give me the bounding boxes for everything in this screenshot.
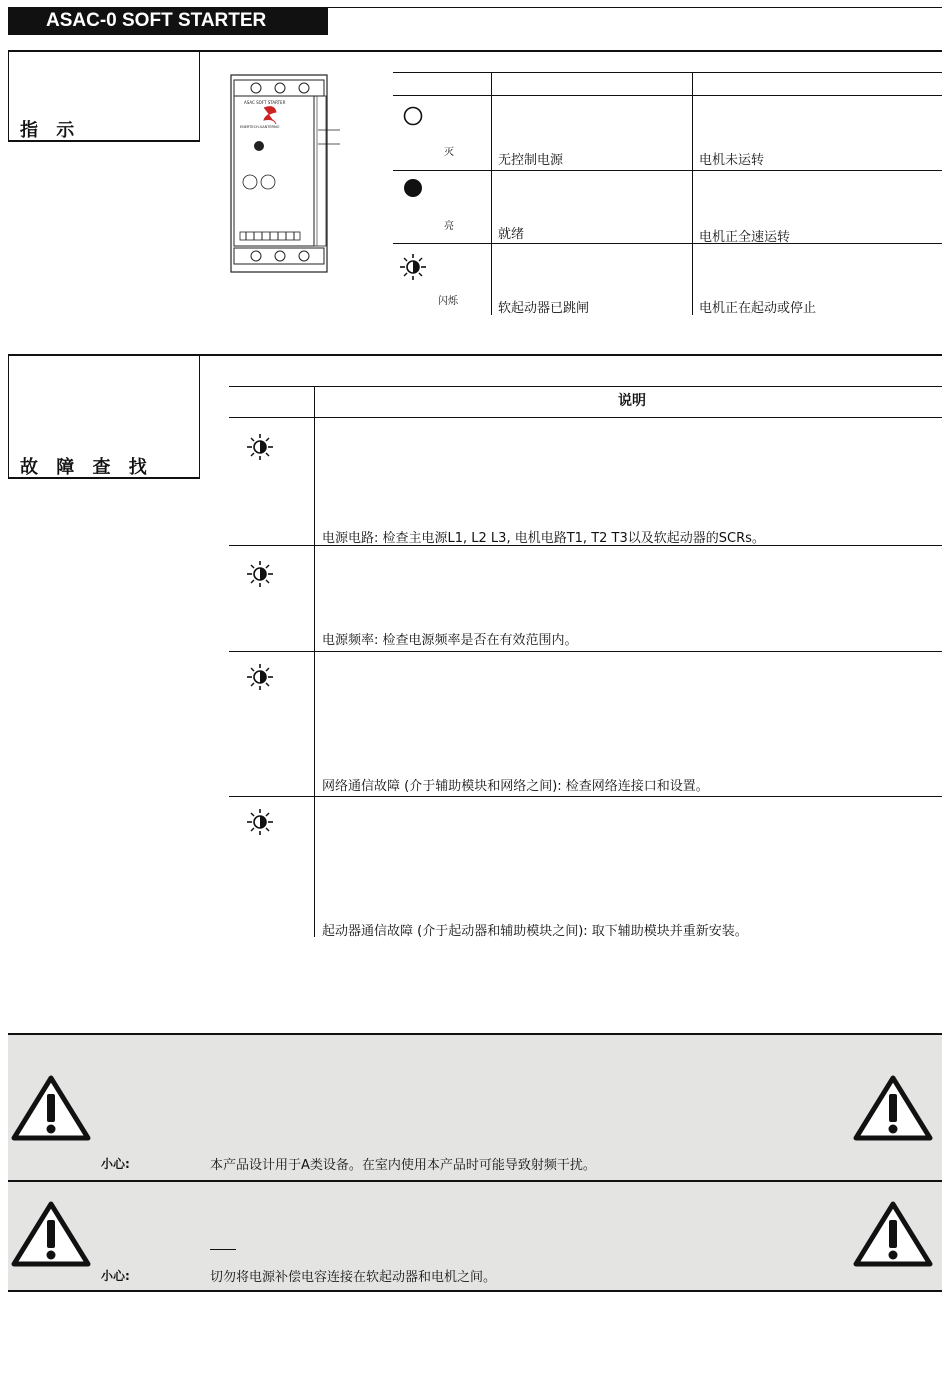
caution-label-2: 小心: (101, 1269, 130, 1283)
led-flashing-icon (245, 662, 275, 692)
state-off-control: 无控制电源 (498, 153, 564, 168)
warning-icon (852, 1074, 934, 1142)
description-header: 说明 (618, 393, 646, 409)
troubleshooting-section-title: 故 障 查 找 (20, 457, 153, 478)
fault-row-frequency: 电源频率: 检查电源频率是否在有效范围内。 (322, 633, 578, 648)
warning-icon (10, 1074, 92, 1142)
fault-row-starter-comm: 起动器通信故障 (介于起动器和辅助模块之间): 取下辅助模块并重新安装。 (322, 924, 748, 939)
indication-table-top (393, 72, 942, 73)
led-flashing-icon (398, 252, 428, 282)
led-flashing-icon (245, 559, 275, 589)
indication-section-title: 指 示 (20, 120, 81, 141)
header-rule (328, 7, 942, 8)
caution-label-1: 小心: (101, 1157, 130, 1171)
fault-row-power-circuit: 电源电路: 检查主电源L1, L2 L3, 电机电路T1, T2 T3以及软起动器的SCRs。 (322, 531, 765, 546)
led-off-icon (402, 105, 424, 127)
led-flashing-icon (245, 432, 275, 462)
warning-icon (852, 1200, 934, 1268)
svg-text:ENERTECH-SANTERNO: ENERTECH-SANTERNO (240, 125, 280, 129)
fault-row-network: 网络通信故障 (介于辅助模块和网络之间): 检查网络连接口和设置。 (322, 779, 709, 794)
page-title: ASAC-0 SOFT STARTER (8, 7, 328, 35)
warning-icon (10, 1200, 92, 1268)
soft-starter-drawing (228, 72, 348, 276)
led-off-label: 灭 (444, 147, 454, 158)
state-flashing-control: 软起动器已跳闸 (498, 301, 590, 316)
caution-text-2: 切勿将电源补偿电容连接在软起动器和电机之间。 (210, 1270, 497, 1285)
led-on-label: 亮 (444, 221, 454, 232)
led-flashing-label: 闪烁 (438, 296, 458, 307)
state-off-motor: 电机未运转 (699, 153, 765, 168)
led-on-icon (402, 177, 424, 199)
caution-text-1: 本产品设计用于A类设备。在室内使用本产品时可能导致射频干扰。 (210, 1158, 596, 1173)
state-on-control: 就绪 (498, 227, 525, 242)
state-flashing-motor: 电机正在起动或停止 (699, 301, 817, 316)
state-on-motor: 电机正全速运转 (699, 230, 791, 245)
svg-text:ASAC SOFT STARTER: ASAC SOFT STARTER (244, 100, 286, 105)
led-flashing-icon (245, 807, 275, 837)
